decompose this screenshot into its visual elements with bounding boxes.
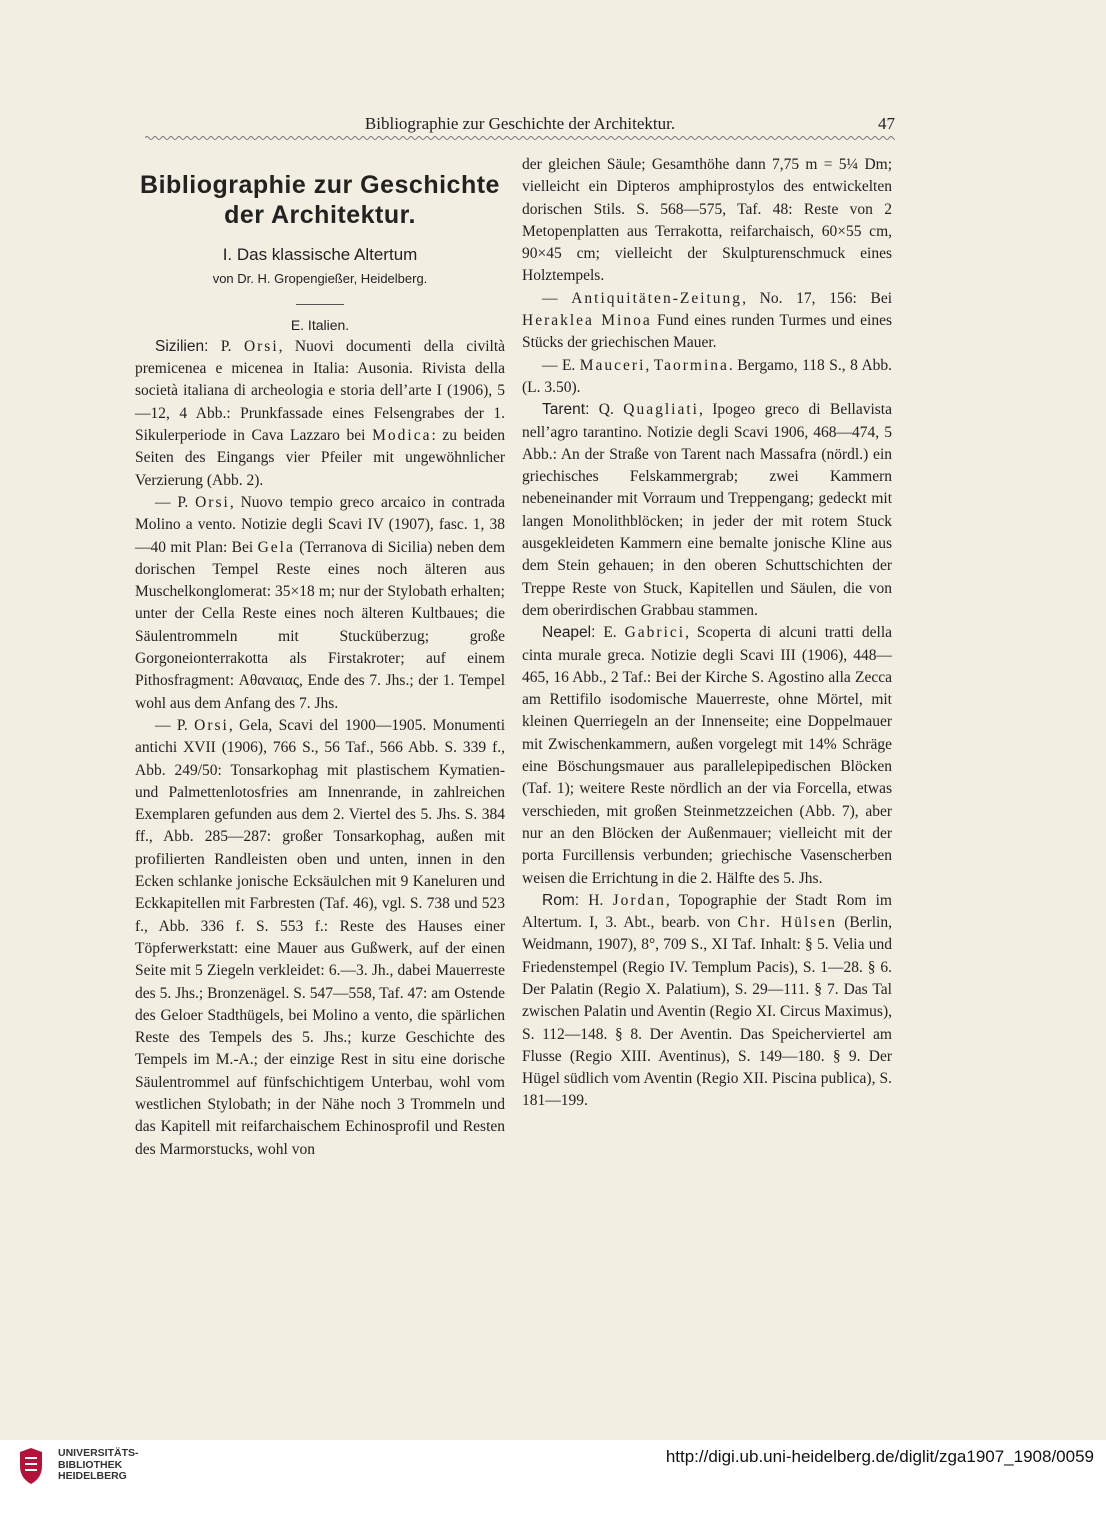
right-column bbox=[522, 154, 892, 1113]
author-line: von Dr. H. Gropengießer, Heidelberg. bbox=[212, 271, 428, 287]
article-title bbox=[135, 170, 505, 230]
author-name: Orsi bbox=[243, 337, 279, 355]
author-name: Jordan bbox=[612, 891, 666, 909]
author-name: Gabrici bbox=[624, 624, 686, 642]
paragraph-tarent: Tarent: Q. Quagliati, Ipogeo greco di Bellavista nell’agro tarantino. Notizie degli Scavi 1906, 468—474, 5 Abb.: An der Straße von Tarent nach Massafra (nördl.) ein griechisches Felskammergrab; zwei Kammern nebeneinander mit Vorraum und Treppengang; gedeckt mit langen Monolithblöcken; in jeder der mit rotem Stuck ausgekleideten Kammern eine bemalte jonische Kline aus dem Stein gehauen; in den oberen Schuttschichten der Treppe Reste von Stuck, Kapitellen und Säulen, die von dem oberirdischen Grabbau stammen. bbox=[522, 401, 892, 619]
place-heading: Sizilien: bbox=[155, 337, 209, 355]
paragraph-rom: Rom: H. Jordan, Topographie der Stadt Rom im Altertum. I, 3. Abt., bearb. von Chr. Hülsen (Berlin, Weidmann, 1907), 8°, 709 S., XI Taf. Inhalt: § 5. Velia und Friedenstempel (Regio IV. Templum Pacis), S. 1—28. § 6. Der Palatin (Regio X. Palatium), S. 29—111. § 7. Das Tal zwischen Palatin und Aventin (Regio XI. Circus Maximus), S. 112—148. § 8. Der Aventin. Das Speicherviertel am Flusse (Regio XIII. Aventinus), S. 149—180. § 9. Der Hügel südlich vom Aventin (Regio XII. Piscina publica), S. 181—199. bbox=[522, 891, 892, 1110]
location-name: Modica bbox=[372, 427, 432, 445]
paragraph-heraklea: — Antiquitäten-Zeitung, No. 17, 156: Bei Heraklea Minoa Fund eines runden Turmes und eines Stücks der griechischen Mauer. bbox=[522, 289, 892, 352]
running-title: Bibliographie zur Geschichte der Architektur. bbox=[364, 114, 676, 133]
subsection-title: E. Italien. bbox=[290, 316, 350, 333]
paragraph-neapel: Neapel: E. Gabrici, Scoperta di alcuni tratti della cinta murale greca. Notizie degli Scavi III (1906), 448—465, 16 Abb., 2 Taf.: Bei der Kirche S. Agostino alla Zecca am Rettifilo isodomische Mauerreste, ohne Mörtel, mit kleinen Querriegeln an der Innenseite; eine Doppelmauer mit Zwischenkammern, außen vorgelegt mit 14% Schräge eine Böschungsmauer aus parallelepipedischen Blöcken (Taf. 1); weitere Reste nördlich an der via Forcella, etwas verschieden, mit großen Steinmetzzeichen (Abb. 7), aber nur an den Blöcken der Außenmauer; vielleicht mit der porta Furcillensis verbunden; griechische Vasenscherben weisen die Errichtung in die 2. Hälfte des 5. Jhs. bbox=[522, 624, 893, 887]
library-name: UNIVERSITÄTS- BIBLIOTHEK HEIDELBERG bbox=[58, 1447, 139, 1482]
short-divider bbox=[296, 304, 344, 305]
editor-name: Chr. Hülsen bbox=[737, 914, 837, 932]
author-name: Quagliati bbox=[623, 401, 699, 419]
location-name: Heraklea Minoa bbox=[522, 312, 652, 330]
author-name: Mauceri bbox=[579, 356, 646, 374]
paragraph-taormina: — E. Mauceri, Taormina. Bergamo, 118 S., 8 Abb. (L. 3.50). bbox=[522, 356, 893, 396]
author-name: Orsi bbox=[194, 716, 229, 734]
author-name: Orsi bbox=[195, 493, 230, 511]
place-heading: Tarent: bbox=[542, 401, 590, 419]
paragraph-sizilien-1: Sizilien: P. Orsi, Nuovi documenti della civiltà premicenea e micenea in Italia: Ausonia. Rivista della società italiana di archeologia e storia dell’arte I (1906), 5—12, 4 Abb.: Prunkfassade eines Felsengrabes der 1. Sikulerperiode in Cava Lazzaro bei Modica: zu beiden Seiten des Eingangs vier Pfeiler mit ungewöhnlicher Verzierung (Abb. 2). bbox=[135, 337, 505, 489]
place-heading: Neapel: bbox=[542, 624, 596, 642]
location-name: Gela bbox=[257, 538, 295, 556]
library-logo-icon bbox=[16, 1446, 46, 1486]
page-number: 47 bbox=[878, 114, 895, 133]
place-heading: Rom: bbox=[542, 891, 580, 909]
article-title-line1: Bibliographie zur Geschichte bbox=[140, 171, 500, 199]
paragraph-continuation: der gleichen Säule; Gesamthöhe dann 7,75 m = 5¼ Dm; vielleicht ein Dipteros amphiprostylos des entwickelten dorischen Stils. S. 568—575, Taf. 48: Reste von 2 Metopenplatten aus Terrakotta, reifarchaisch, 60×55 cm, 90×45 cm; vielleicht der Skulpturenschmuck eines Holztempels. bbox=[522, 156, 892, 285]
paragraph-sizilien-2: — P. Orsi, Nuovo tempio greco arcaico in contrada Molino a vento. Notizie degli Scavi IV (1907), fasc. 1, 38—40 mit Plan: Bei Gela (Terranova di Sicilia) neben dem dorischen Tempel Reste eines noch älteren aus Muschelkonglomerat: 35×18 m; nur der Stylobath erhalten; unter der Cella Reste eines noch älteren Kultbaues; die Säulentrommeln mit Stucküberzug; große Gorgoneionterrakotta als Firstakroter; auf einem Pithosfragment: Αθαναιας, Ende des 7. Jhs.; der 1. Tempel wohl aus dem Anfang des 7. Jhs. bbox=[135, 493, 506, 712]
paragraph-sizilien-3: — P. Orsi, Gela, Scavi del 1900—1905. Monumenti antichi XVII (1906), 766 S., 56 Taf., 566 Abb. S. 339 f., Abb. 249/50: Tonsarkophag mit plastischem Kymatien- und Palmettenlotosfries am Innenrande, in zahlreichen Exemplaren gefunden aus dem 2. Viertel des 5. Jhs. S. 384 ff., Abb. 285—287: großer Tonsarkophag, außen mit profilierten Randleisten oben und unten, innen in den Ecken schlanke jonische Ecksäulchen mit 9 Kaneluren und Eckkapitellen mit Farbresten (Taf. 46), vgl. S. 738 und 523 f., Abb. 336 f. S. 553 f.: Reste des Hauses einer Töpferwerkstatt: eine Mauer aus Gußwerk, auf der einen Seite mit 5 Ziegeln verkleidet: 6.—3. Jh., dabei Mauerreste des 5. Jhs.; Bronzenägel. S. 547—558, Taf. 47: am Ostende des Geloer Stadthügels, bei Molino a vento, die spärlichen Reste des Tempels des 5. Jhs.; kurze Geschichte des Tempels im M.-A.; der einzige Rest in situ eine dorische Säulentrommel auf fünfschichtigem Unterbau, wohl vom westlichen Stylobath; in der Nähe noch 3 Trommeln und das Kapitell mit reifarchaischem Echinosprofil und Resten des Marmorstucks, wohl von bbox=[135, 716, 506, 1158]
journal-name: Antiquitäten-Zeitung bbox=[571, 289, 743, 307]
source-url-link[interactable]: http://digi.ub.uni-heidelberg.de/diglit/zga1907_1908/0059 bbox=[665, 1447, 1094, 1466]
section-title: I. Das klassische Altertum bbox=[222, 245, 418, 264]
left-column bbox=[135, 154, 505, 1161]
location-name: Taormina bbox=[653, 356, 729, 374]
article-title-line2: der Architektur. bbox=[224, 201, 416, 229]
wavy-rule bbox=[145, 134, 895, 142]
